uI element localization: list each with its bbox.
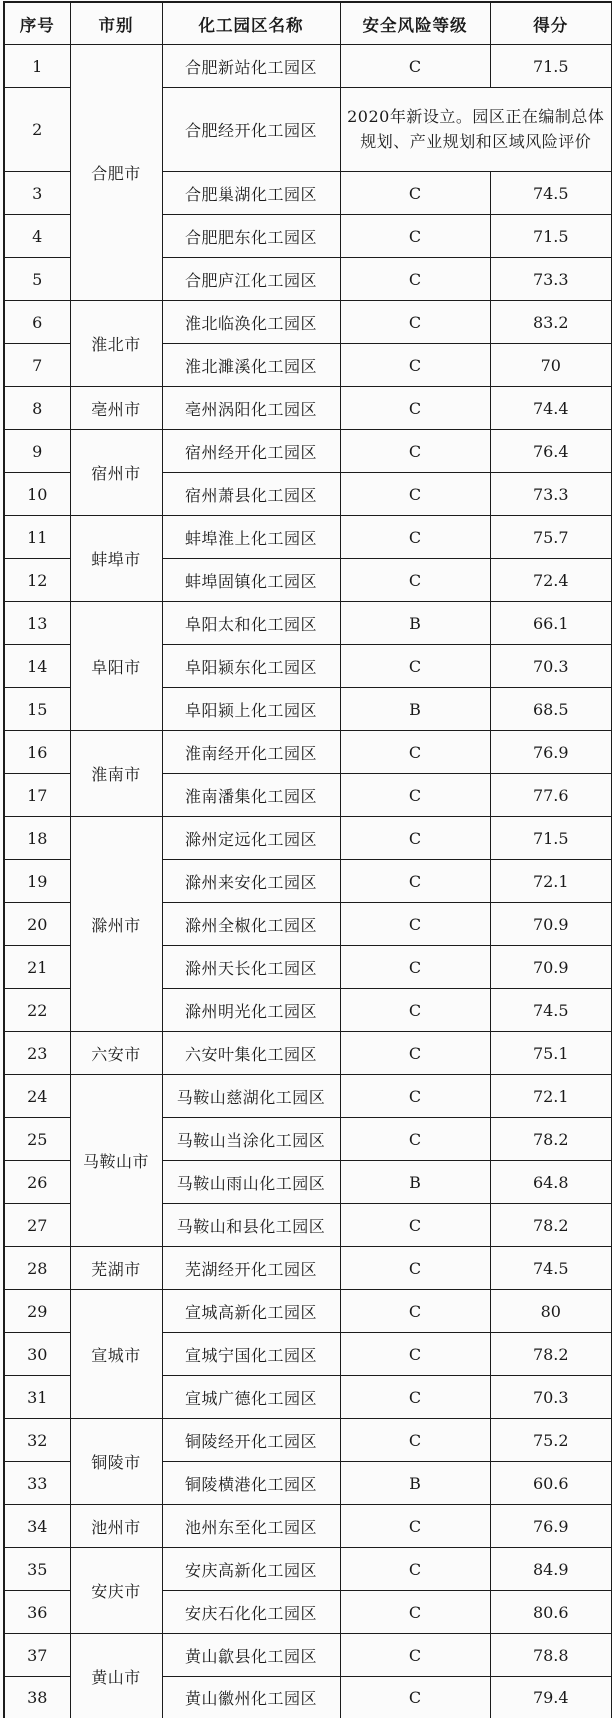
park-name-cell: 阜阳颍东化工园区 (162, 645, 340, 688)
park-name-cell: 阜阳颍上化工园区 (162, 688, 340, 731)
park-name-cell: 合肥庐江化工园区 (162, 258, 340, 301)
table-header-row (4, 2, 612, 45)
score-cell: 74.5 (490, 172, 612, 215)
table-row (4, 1032, 612, 1075)
park-name-cell: 马鞍山慈湖化工园区 (162, 1075, 340, 1118)
score-cell: 71.5 (490, 45, 612, 88)
score-cell: 75.7 (490, 516, 612, 559)
table-row (4, 1505, 612, 1548)
row-number-cell: 27 (4, 1204, 70, 1247)
park-name-cell: 淮南潘集化工园区 (162, 774, 340, 817)
row-number-cell: 31 (4, 1376, 70, 1419)
row-number-cell: 38 (4, 1677, 70, 1718)
risk-level-cell: C (340, 430, 490, 473)
row-number-cell: 19 (4, 860, 70, 903)
risk-level-cell: C (340, 1118, 490, 1161)
score-cell: 78.2 (490, 1204, 612, 1247)
header-risk-level: 安全风险等级 (340, 2, 490, 45)
header-city: 市别 (70, 2, 162, 45)
risk-level-cell: C (340, 1247, 490, 1290)
city-cell: 滁州市 (70, 817, 162, 1032)
score-cell: 76.9 (490, 731, 612, 774)
park-name-cell: 安庆高新化工园区 (162, 1548, 340, 1591)
park-name-cell: 宣城宁国化工园区 (162, 1333, 340, 1376)
risk-level-cell: C (340, 559, 490, 602)
score-cell: 73.3 (490, 473, 612, 516)
risk-level-cell: C (340, 1634, 490, 1677)
park-name-cell: 合肥经开化工园区 (162, 88, 340, 172)
city-cell: 蚌埠市 (70, 516, 162, 602)
score-cell: 71.5 (490, 215, 612, 258)
park-name-cell: 池州东至化工园区 (162, 1505, 340, 1548)
park-name-cell: 马鞍山和县化工园区 (162, 1204, 340, 1247)
score-cell: 66.1 (490, 602, 612, 645)
risk-level-cell: C (340, 1677, 490, 1718)
table-row (4, 602, 612, 645)
risk-level-cell: B (340, 602, 490, 645)
row-number-cell: 37 (4, 1634, 70, 1677)
risk-level-cell: B (340, 1462, 490, 1505)
table-row (4, 1634, 612, 1677)
park-name-cell: 铜陵横港化工园区 (162, 1462, 340, 1505)
city-cell: 马鞍山市 (70, 1075, 162, 1247)
park-name-cell: 安庆石化化工园区 (162, 1591, 340, 1634)
city-cell: 阜阳市 (70, 602, 162, 731)
park-name-cell: 淮南经开化工园区 (162, 731, 340, 774)
park-name-cell: 合肥肥东化工园区 (162, 215, 340, 258)
score-cell: 84.9 (490, 1548, 612, 1591)
row-number-cell: 22 (4, 989, 70, 1032)
row-number-cell: 34 (4, 1505, 70, 1548)
risk-level-cell: B (340, 1161, 490, 1204)
row-number-cell: 8 (4, 387, 70, 430)
header-park-name: 化工园区名称 (162, 2, 340, 45)
row-number-cell: 24 (4, 1075, 70, 1118)
row-number-cell: 2 (4, 88, 70, 172)
park-name-cell: 合肥新站化工园区 (162, 45, 340, 88)
city-cell: 亳州市 (70, 387, 162, 430)
park-name-cell: 合肥巢湖化工园区 (162, 172, 340, 215)
park-name-cell: 滁州全椒化工园区 (162, 903, 340, 946)
row-number-cell: 1 (4, 45, 70, 88)
risk-level-cell: C (340, 946, 490, 989)
row-number-cell: 17 (4, 774, 70, 817)
row-number-cell: 6 (4, 301, 70, 344)
park-name-cell: 铜陵经开化工园区 (162, 1419, 340, 1462)
row-number-cell: 36 (4, 1591, 70, 1634)
park-name-cell: 滁州来安化工园区 (162, 860, 340, 903)
row-number-cell: 25 (4, 1118, 70, 1161)
risk-level-cell: C (340, 1376, 490, 1419)
park-name-cell: 淮北濉溪化工园区 (162, 344, 340, 387)
score-cell: 75.1 (490, 1032, 612, 1075)
risk-level-cell: C (340, 1333, 490, 1376)
score-cell: 83.2 (490, 301, 612, 344)
table-row (4, 301, 612, 344)
table-row (4, 817, 612, 860)
header-serial-number: 序号 (4, 2, 70, 45)
city-cell: 池州市 (70, 1505, 162, 1548)
note-cell: 2020年新设立。园区正在编制总体规划、产业规划和区域风险评价 (340, 88, 612, 172)
row-number-cell: 32 (4, 1419, 70, 1462)
table-row (4, 1419, 612, 1462)
risk-level-cell: C (340, 1505, 490, 1548)
score-cell: 79.4 (490, 1677, 612, 1718)
score-cell: 74.4 (490, 387, 612, 430)
score-cell: 76.9 (490, 1505, 612, 1548)
row-number-cell: 33 (4, 1462, 70, 1505)
score-cell: 72.4 (490, 559, 612, 602)
risk-level-cell: C (340, 172, 490, 215)
score-cell: 75.2 (490, 1419, 612, 1462)
park-name-cell: 滁州定远化工园区 (162, 817, 340, 860)
risk-level-cell: B (340, 688, 490, 731)
row-number-cell: 18 (4, 817, 70, 860)
risk-level-cell: C (340, 516, 490, 559)
table-row (4, 731, 612, 774)
city-cell: 宿州市 (70, 430, 162, 516)
risk-level-cell: C (340, 258, 490, 301)
park-name-cell: 宣城广德化工园区 (162, 1376, 340, 1419)
risk-level-cell: C (340, 387, 490, 430)
score-cell: 70 (490, 344, 612, 387)
row-number-cell: 35 (4, 1548, 70, 1591)
park-name-cell: 滁州天长化工园区 (162, 946, 340, 989)
table-row (4, 45, 612, 88)
park-name-cell: 宿州经开化工园区 (162, 430, 340, 473)
row-number-cell: 13 (4, 602, 70, 645)
score-cell: 78.2 (490, 1333, 612, 1376)
risk-level-cell: C (340, 774, 490, 817)
table-row (4, 516, 612, 559)
city-cell: 芜湖市 (70, 1247, 162, 1290)
score-cell: 78.8 (490, 1634, 612, 1677)
park-name-cell: 蚌埠淮上化工园区 (162, 516, 340, 559)
row-number-cell: 12 (4, 559, 70, 602)
city-cell: 宣城市 (70, 1290, 162, 1419)
table-row (4, 1290, 612, 1333)
score-cell: 80.6 (490, 1591, 612, 1634)
risk-level-cell: C (340, 1075, 490, 1118)
risk-level-cell: C (340, 1591, 490, 1634)
risk-level-cell: C (340, 989, 490, 1032)
score-cell: 72.1 (490, 860, 612, 903)
row-number-cell: 26 (4, 1161, 70, 1204)
score-cell: 70.9 (490, 946, 612, 989)
park-name-cell: 六安叶集化工园区 (162, 1032, 340, 1075)
row-number-cell: 3 (4, 172, 70, 215)
park-name-cell: 淮北临涣化工园区 (162, 301, 340, 344)
park-name-cell: 滁州明光化工园区 (162, 989, 340, 1032)
score-cell: 60.6 (490, 1462, 612, 1505)
table-row (4, 387, 612, 430)
park-name-cell: 亳州涡阳化工园区 (162, 387, 340, 430)
city-cell: 铜陵市 (70, 1419, 162, 1505)
risk-level-cell: C (340, 903, 490, 946)
header-score: 得分 (490, 2, 612, 45)
score-cell: 80 (490, 1290, 612, 1333)
score-cell: 72.1 (490, 1075, 612, 1118)
score-cell: 74.5 (490, 1247, 612, 1290)
risk-level-cell: C (340, 215, 490, 258)
score-cell: 77.6 (490, 774, 612, 817)
risk-level-cell: C (340, 301, 490, 344)
park-name-cell: 宿州萧县化工园区 (162, 473, 340, 516)
score-cell: 73.3 (490, 258, 612, 301)
table-row (4, 1548, 612, 1591)
score-cell: 68.5 (490, 688, 612, 731)
score-cell: 71.5 (490, 817, 612, 860)
park-name-cell: 蚌埠固镇化工园区 (162, 559, 340, 602)
row-number-cell: 10 (4, 473, 70, 516)
risk-level-cell: C (340, 45, 490, 88)
park-name-cell: 黄山徽州化工园区 (162, 1677, 340, 1718)
row-number-cell: 16 (4, 731, 70, 774)
parks-table (3, 1, 612, 1718)
park-name-cell: 马鞍山当涂化工园区 (162, 1118, 340, 1161)
park-name-cell: 黄山歙县化工园区 (162, 1634, 340, 1677)
city-cell: 淮南市 (70, 731, 162, 817)
risk-level-cell: C (340, 1548, 490, 1591)
score-cell: 70.9 (490, 903, 612, 946)
score-cell: 70.3 (490, 1376, 612, 1419)
score-cell: 64.8 (490, 1161, 612, 1204)
row-number-cell: 28 (4, 1247, 70, 1290)
table-body (4, 45, 612, 1718)
row-number-cell: 5 (4, 258, 70, 301)
risk-level-cell: C (340, 860, 490, 903)
row-number-cell: 14 (4, 645, 70, 688)
risk-level-cell: C (340, 817, 490, 860)
city-cell: 六安市 (70, 1032, 162, 1075)
risk-level-cell: C (340, 473, 490, 516)
risk-level-cell: C (340, 1419, 490, 1462)
score-cell: 70.3 (490, 645, 612, 688)
city-cell: 黄山市 (70, 1634, 162, 1718)
risk-level-cell: C (340, 1032, 490, 1075)
row-number-cell: 4 (4, 215, 70, 258)
park-name-cell: 宣城高新化工园区 (162, 1290, 340, 1333)
row-number-cell: 21 (4, 946, 70, 989)
risk-level-cell: C (340, 731, 490, 774)
city-cell: 淮北市 (70, 301, 162, 387)
risk-level-cell: C (340, 1204, 490, 1247)
table-row (4, 430, 612, 473)
row-number-cell: 7 (4, 344, 70, 387)
table-row (4, 1247, 612, 1290)
risk-level-cell: C (340, 1290, 490, 1333)
row-number-cell: 29 (4, 1290, 70, 1333)
score-cell: 74.5 (490, 989, 612, 1032)
park-name-cell: 马鞍山雨山化工园区 (162, 1161, 340, 1204)
score-cell: 76.4 (490, 430, 612, 473)
score-cell: 78.2 (490, 1118, 612, 1161)
row-number-cell: 20 (4, 903, 70, 946)
row-number-cell: 11 (4, 516, 70, 559)
risk-level-cell: C (340, 645, 490, 688)
park-name-cell: 芜湖经开化工园区 (162, 1247, 340, 1290)
row-number-cell: 15 (4, 688, 70, 731)
park-name-cell: 阜阳太和化工园区 (162, 602, 340, 645)
city-cell: 合肥市 (70, 45, 162, 301)
row-number-cell: 23 (4, 1032, 70, 1075)
row-number-cell: 9 (4, 430, 70, 473)
row-number-cell: 30 (4, 1333, 70, 1376)
city-cell: 安庆市 (70, 1548, 162, 1634)
risk-level-cell: C (340, 344, 490, 387)
table-row (4, 1075, 612, 1118)
